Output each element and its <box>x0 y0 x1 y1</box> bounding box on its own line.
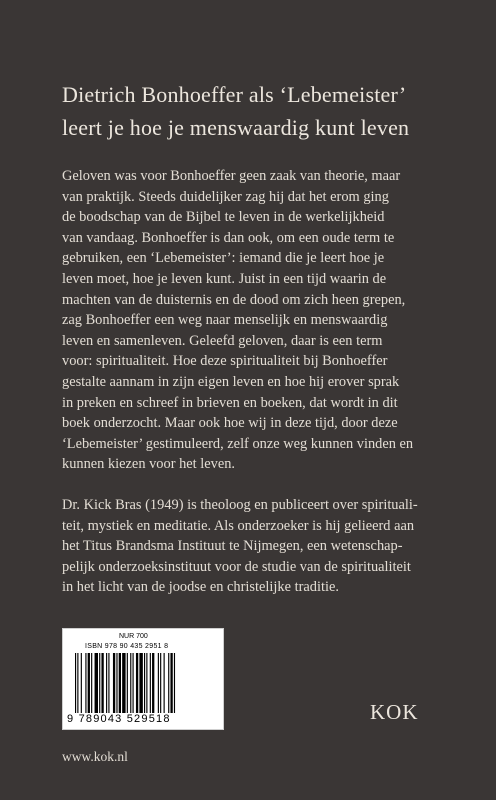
blurb-line: ‘Lebemeister’ gestimuleerd, zelf onze weg kunnen vinden en <box>62 435 414 452</box>
title-block <box>62 78 462 144</box>
author-bio-line: in het licht van de joodse en christelijke traditie. <box>62 579 339 596</box>
publisher-logo: KOK <box>370 700 419 724</box>
blurb-line: zag Bonhoeffer een weg naar menselijk en menswaardig <box>62 312 388 329</box>
blurb-line: van praktijk. Steeds duidelijker zag hij dat het erom ging <box>62 188 389 205</box>
barcode-bars <box>73 653 219 713</box>
isbn-number: ISBN 978 90 435 2951 8 <box>85 643 169 650</box>
barcode-digits: 9 789043 529518 <box>67 713 171 725</box>
blurb-line: gestalte aannam in zijn eigen leven en hoe hij erover sprak <box>62 373 400 390</box>
blurb-line: voor: spiritualiteit. Hoe deze spiritualiteit bij Bonhoeffer <box>62 353 388 370</box>
blurb-line: leven en samenleven. Geleefd geloven, daar is een term <box>62 332 383 349</box>
title-line-1: Dietrich Bonhoeffer als ‘Lebemeister’ <box>62 82 407 107</box>
blurb-line: Geloven was voor Bonhoeffer geen zaak van theorie, maar <box>62 168 401 184</box>
blurb-paragraph <box>62 166 462 475</box>
nur-code: NUR 700 <box>119 633 148 640</box>
author-bio <box>62 495 462 598</box>
author-bio-line: pelijk onderzoeksinstituut voor de studie van de spiritualiteit <box>62 558 411 575</box>
isbn-barcode <box>62 628 224 730</box>
blurb-line: machten van de duisternis en de dood om zich heen grepen, <box>62 291 406 308</box>
author-bio-line: het Titus Brandsma Instituut te Nijmegen, een wetenschap- <box>62 538 403 555</box>
author-bio-line: teit, mystiek en meditatie. Als onderzoeker is hij gelieerd aan <box>62 517 415 534</box>
blurb-line: leven moet, hoe je leven kunt. Juist in een tijd waarin de <box>62 270 387 287</box>
blurb-line: gebruiken, een ‘Lebemeister’: iemand die je leert hoe je <box>62 250 385 267</box>
blurb-line: in preken en schreef in brieven en boeken, dat wordt in dit <box>62 394 398 411</box>
blurb-line: boek onderzocht. Maar ook hoe wij in deze tijd, door deze <box>62 415 398 432</box>
author-bio-line: Dr. Kick Bras (1949) is theoloog en publiceert over spirituali- <box>62 497 418 513</box>
blurb-line: kunnen kiezen voor het leven. <box>62 456 236 473</box>
blurb-line: van vandaag. Bonhoeffer is dan ook, om een oude term te <box>62 229 395 246</box>
publisher-website: www.kok.nl <box>62 749 128 764</box>
blurb-line: de boodschap van de Bijbel te leven in de werkelijkheid <box>62 209 385 226</box>
title-line-2: leert je hoe je menswaardig kunt leven <box>62 115 410 140</box>
